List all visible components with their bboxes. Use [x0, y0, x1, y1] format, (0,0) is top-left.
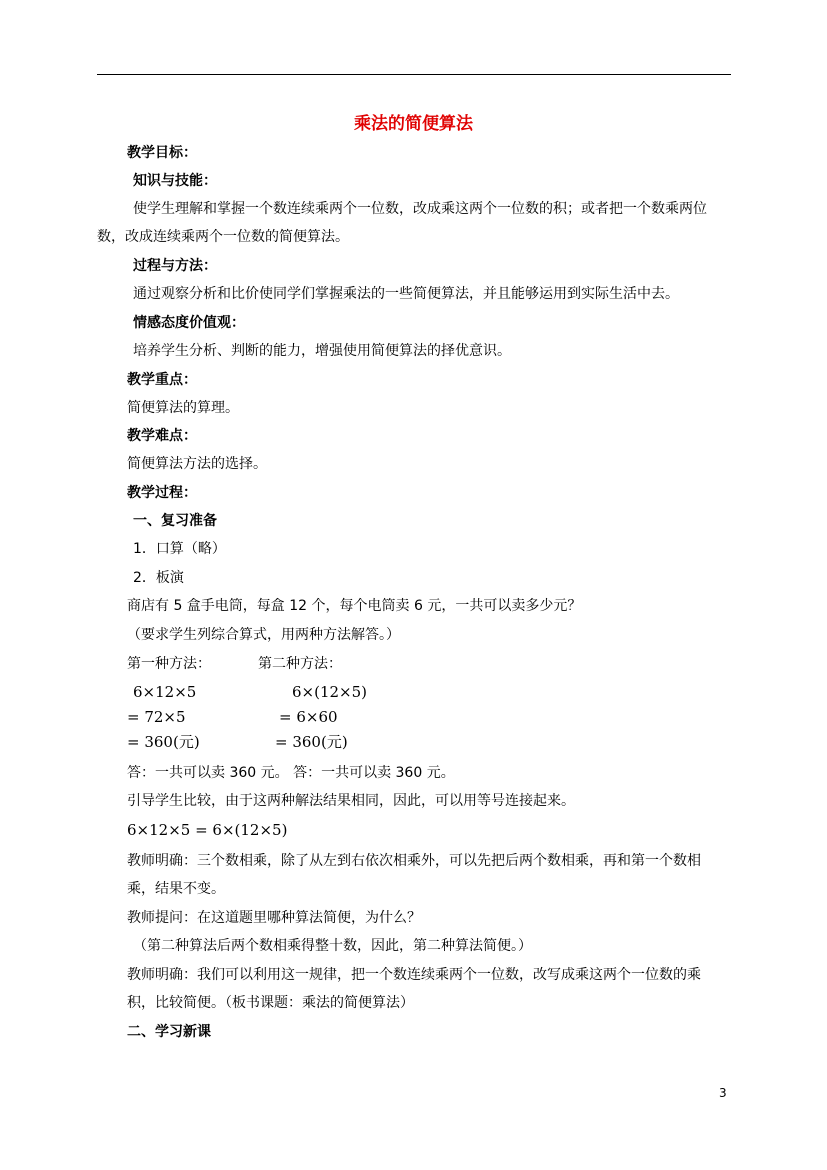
teacher-clarify-1-line1: 教师明确：三个数相乘，除了从左到右依次相乘外，可以先把后两个数相乘，再和第一个数相	[127, 853, 701, 869]
objectives-heading: 教学目标：	[127, 145, 197, 161]
teacher-question: 教师提问：在这道题里哪种算法简便，为什么？	[127, 910, 421, 926]
word-problem: 商店有 5 盒手电筒，每盒 12 个，每个电筒卖 6 元，一共可以卖多少元？	[127, 598, 582, 614]
method1-label: 第一种方法：	[127, 656, 211, 672]
knowledge-heading: 知识与技能：	[133, 173, 217, 189]
section-new-lesson: 二、学习新课	[127, 1024, 211, 1040]
difficulty-text: 简便算法方法的选择。	[127, 456, 267, 472]
combined-equation: 6×12×5 = 6×(12×5)	[127, 821, 288, 839]
page-number: 3	[719, 1086, 727, 1100]
teacher-clarify-1-line2: 乘，结果不变。	[127, 881, 225, 897]
difficulty-heading: 教学难点：	[127, 428, 197, 444]
key-point-text: 简便算法的算理。	[127, 400, 239, 416]
attitude-text: 培养学生分析、判断的能力，增强使用简便算法的择优意识。	[133, 343, 511, 359]
method2-step1: 6×(12×5)	[292, 683, 368, 701]
problem-requirement: （要求学生列综合算式，用两种方法解答。）	[127, 627, 400, 643]
question-reason: （第二种算法后两个数相乘得整十数，因此，第二种算法简便。）	[133, 938, 532, 954]
process-heading: 教学过程：	[127, 485, 197, 501]
method1-step1: 6×12×5	[133, 683, 197, 701]
teacher-clarify-2-line1: 教师明确：我们可以利用这一规律，把一个数连续乘两个一位数，改写成乘这两个一位数的乘	[127, 967, 701, 983]
key-point-heading: 教学重点：	[127, 372, 197, 388]
header-rule	[97, 74, 731, 75]
method2-label: 第二种方法：	[258, 656, 342, 672]
method1-step3: = 360(元)	[127, 733, 200, 751]
section-review: 一、复习准备	[133, 513, 217, 529]
page-title: 乘法的简便算法	[354, 114, 473, 134]
method2-step3: = 360(元)	[275, 733, 348, 751]
answers-line: 答：一共可以卖 360 元。 答：一共可以卖 360 元。	[127, 765, 455, 781]
method1-step2: = 72×5	[127, 708, 186, 726]
process-method-text: 通过观察分析和比价使同学们掌握乘法的一些简便算法，并且能够运用到实际生活中去。	[133, 286, 679, 302]
teacher-clarify-2-line2: 积，比较简便。（板书课题：乘法的简便算法）	[127, 995, 414, 1011]
review-item-2: 2．板演	[133, 570, 184, 586]
method2-step2: = 6×60	[279, 708, 338, 726]
knowledge-text-line2: 数，改成连续乘两个一位数的简便算法。	[97, 229, 349, 245]
review-item-1: 1．口算（略）	[133, 541, 226, 557]
knowledge-text-line1: 使学生理解和掌握一个数连续乘两个一位数，改成乘这两个一位数的积；或者把一个数乘两位	[133, 201, 707, 217]
process-method-heading: 过程与方法：	[133, 258, 217, 274]
attitude-heading: 情感态度价值观：	[133, 315, 245, 331]
compare-text: 引导学生比较，由于这两种解法结果相同，因此，可以用等号连接起来。	[127, 793, 575, 809]
